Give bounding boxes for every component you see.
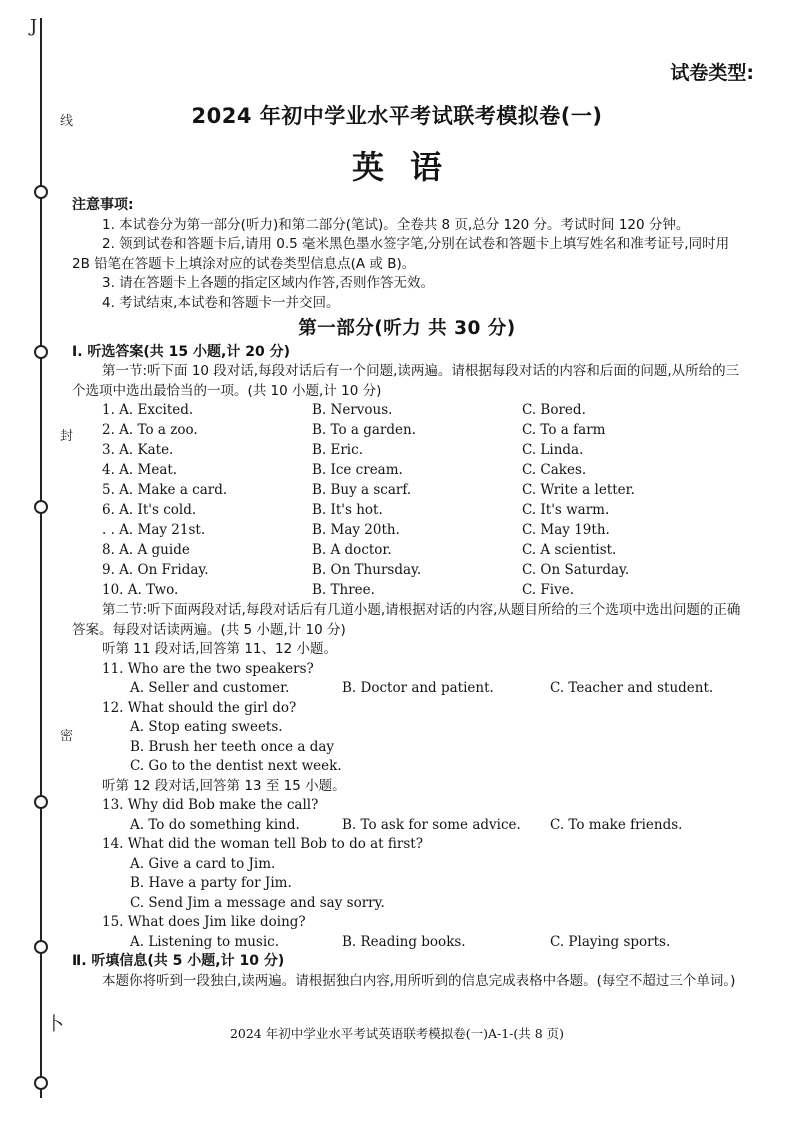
option-b: B. Have a party for Jim. bbox=[130, 875, 292, 891]
option-c: C. To make friends. bbox=[550, 816, 683, 833]
binding-char: 封 bbox=[60, 429, 74, 444]
option-b: B. Doctor and patient. bbox=[342, 680, 494, 696]
subject-title: 英语 bbox=[351, 148, 468, 186]
option-a: . . A. May 21st. bbox=[102, 522, 206, 539]
option-b: B. It's hot. bbox=[312, 502, 383, 519]
binding-hole bbox=[34, 1076, 48, 1090]
option-a: A. Listening to music. bbox=[130, 933, 280, 950]
option-a: 8. A. A guide bbox=[102, 542, 190, 559]
option-b: B. Brush her teeth once a day bbox=[130, 738, 335, 755]
option-row bbox=[72, 679, 742, 699]
option-b: B. Nervous. bbox=[312, 402, 393, 419]
dialog11-intro: 听第 11 段对话,回答第 11、12 小题。 bbox=[102, 641, 337, 657]
section2-title: Ⅱ. 听填信息(共 5 小题,计 10 分) bbox=[72, 953, 285, 969]
option-b: B. To ask for some advice. bbox=[342, 816, 521, 833]
question-row bbox=[72, 561, 742, 581]
binding-top-mark: J bbox=[30, 16, 38, 37]
section1-title: Ⅰ. 听选答案(共 15 小题,计 20 分) bbox=[72, 343, 290, 360]
note-item: 3. 请在答题卡上各题的指定区域内作答,否则作答无效。 bbox=[102, 275, 434, 291]
binding-char: 卜 bbox=[46, 1014, 64, 1035]
option-c: C. Bored. bbox=[522, 402, 586, 419]
binding-hole bbox=[34, 500, 48, 514]
option-c: C. On Saturday. bbox=[522, 562, 630, 579]
option-a: 4. A. Meat. bbox=[102, 462, 178, 479]
binding-hole bbox=[34, 345, 48, 359]
option-a: 10. A. Two. bbox=[102, 582, 179, 599]
option-c: C. Send Jim a message and say sorry. bbox=[130, 894, 385, 911]
exam-content bbox=[72, 196, 742, 991]
exam-title: 2024 年初中学业水平考试联考模拟卷(一) bbox=[191, 104, 603, 128]
section1-sub1-instruction: 第一节:听下面 10 段对话,每段对话后有一个问题,读两遍。请根据每段对话的内容和后面的问题,从所给的三个选项中选出最恰当的一项。(共 10 小题,计 10 分) bbox=[72, 363, 740, 399]
question-row bbox=[72, 481, 742, 501]
question-stem: 11. Who are the two speakers? bbox=[102, 660, 314, 677]
option-b: B. A doctor. bbox=[312, 542, 392, 559]
part1-title: 第一部分(听力 共 30 分) bbox=[298, 318, 516, 339]
page-footer: 2024 年初中学业水平考试英语联考模拟卷(一)A-1-(共 8 页) bbox=[229, 1026, 565, 1041]
binding-hole bbox=[34, 940, 48, 954]
question-list bbox=[72, 401, 742, 601]
question-stem: 12. What should the girl do? bbox=[102, 699, 297, 716]
question-row bbox=[72, 421, 742, 441]
option-b: B. To a garden. bbox=[312, 422, 416, 439]
option-b: B. Ice cream. bbox=[312, 462, 403, 479]
question-stem: 13. Why did Bob make the call? bbox=[102, 797, 319, 813]
option-b: B. May 20th. bbox=[312, 522, 400, 539]
question-row bbox=[72, 501, 742, 521]
notes-title: 注意事项: bbox=[72, 197, 134, 213]
option-a: 3. A. Kate. bbox=[102, 442, 174, 459]
binding-char: 线 bbox=[60, 114, 74, 129]
option-a: A. To do something kind. bbox=[130, 816, 300, 833]
question-stem: 15. What does Jim like doing? bbox=[102, 914, 306, 930]
dialog12-intro: 听第 12 段对话,回答第 13 至 15 小题。 bbox=[102, 777, 346, 794]
question-stem: 14. What did the woman tell Bob to do at first? bbox=[102, 836, 423, 852]
option-c: C. May 19th. bbox=[522, 522, 610, 539]
option-c: C. A scientist. bbox=[522, 542, 617, 559]
question-row bbox=[72, 541, 742, 561]
option-a: A. Give a card to Jim. bbox=[130, 855, 276, 872]
option-c: C. Five. bbox=[522, 582, 575, 599]
note-item: 4. 考试结束,本试卷和答题卡一并交回。 bbox=[102, 294, 340, 311]
question-row bbox=[72, 461, 742, 481]
option-c: C. Write a letter. bbox=[522, 482, 635, 499]
option-c: C. It's warm. bbox=[522, 502, 610, 519]
binding-char: 密 bbox=[60, 729, 74, 744]
paper-type-label: 试卷类型: bbox=[670, 62, 754, 84]
option-a: 2. A. To a zoo. bbox=[102, 422, 198, 439]
option-a: 6. A. It's cold. bbox=[102, 502, 197, 519]
option-c: C. Playing sports. bbox=[550, 933, 671, 950]
option-a: A. Stop eating sweets. bbox=[130, 719, 283, 735]
question-row bbox=[72, 401, 742, 421]
question-row bbox=[72, 581, 742, 601]
option-b: B. Reading books. bbox=[342, 933, 466, 950]
option-a: A. Seller and customer. bbox=[130, 680, 290, 696]
option-c: C. Go to the dentist next week. bbox=[130, 758, 342, 774]
option-row bbox=[72, 933, 742, 953]
option-a: 5. A. Make a card. bbox=[102, 482, 228, 499]
option-b: B. On Thursday. bbox=[312, 562, 422, 579]
question-row bbox=[72, 521, 742, 541]
option-c: C. Cakes. bbox=[522, 462, 587, 479]
note-item: 1. 本试卷分为第一部分(听力)和第二部分(笔试)。全卷共 8 页,总分 120 分。考试时间 120 分钟。 bbox=[102, 216, 690, 233]
option-c: C. Teacher and student. bbox=[550, 680, 714, 696]
note-item: 2. 领到试卷和答题卡后,请用 0.5 毫米黑色墨水签字笔,分别在试卷和答题卡上填写姓名和准考证号,同时用 2B 铅笔在答题卡上填涂对应的试卷类型信息点(A 或 B)。 bbox=[72, 236, 730, 272]
section2-instruction: 本题你将听到一段独白,读两遍。请根据独白内容,用所听到的信息完成表格中各题。(每空不超过三个单词。) bbox=[102, 972, 736, 989]
option-c: C. Linda. bbox=[522, 442, 584, 459]
option-a: 1. A. Excited. bbox=[102, 402, 194, 419]
option-b: B. Eric. bbox=[312, 442, 363, 459]
section1-sub2-instruction: 第二节:听下面两段对话,每段对话后有几道小题,请根据对话的内容,从题目所给的三个选项中选出问题的正确答案。每段对话读两遍。(共 5 小题,计 10 分) bbox=[72, 602, 741, 638]
option-b: B. Buy a scarf. bbox=[312, 482, 412, 499]
option-b: B. Three. bbox=[312, 582, 375, 599]
question-row bbox=[72, 441, 742, 461]
binding-hole bbox=[34, 795, 48, 809]
option-row bbox=[72, 816, 742, 836]
option-a: 9. A. On Friday. bbox=[102, 562, 209, 579]
option-c: C. To a farm bbox=[522, 422, 606, 439]
